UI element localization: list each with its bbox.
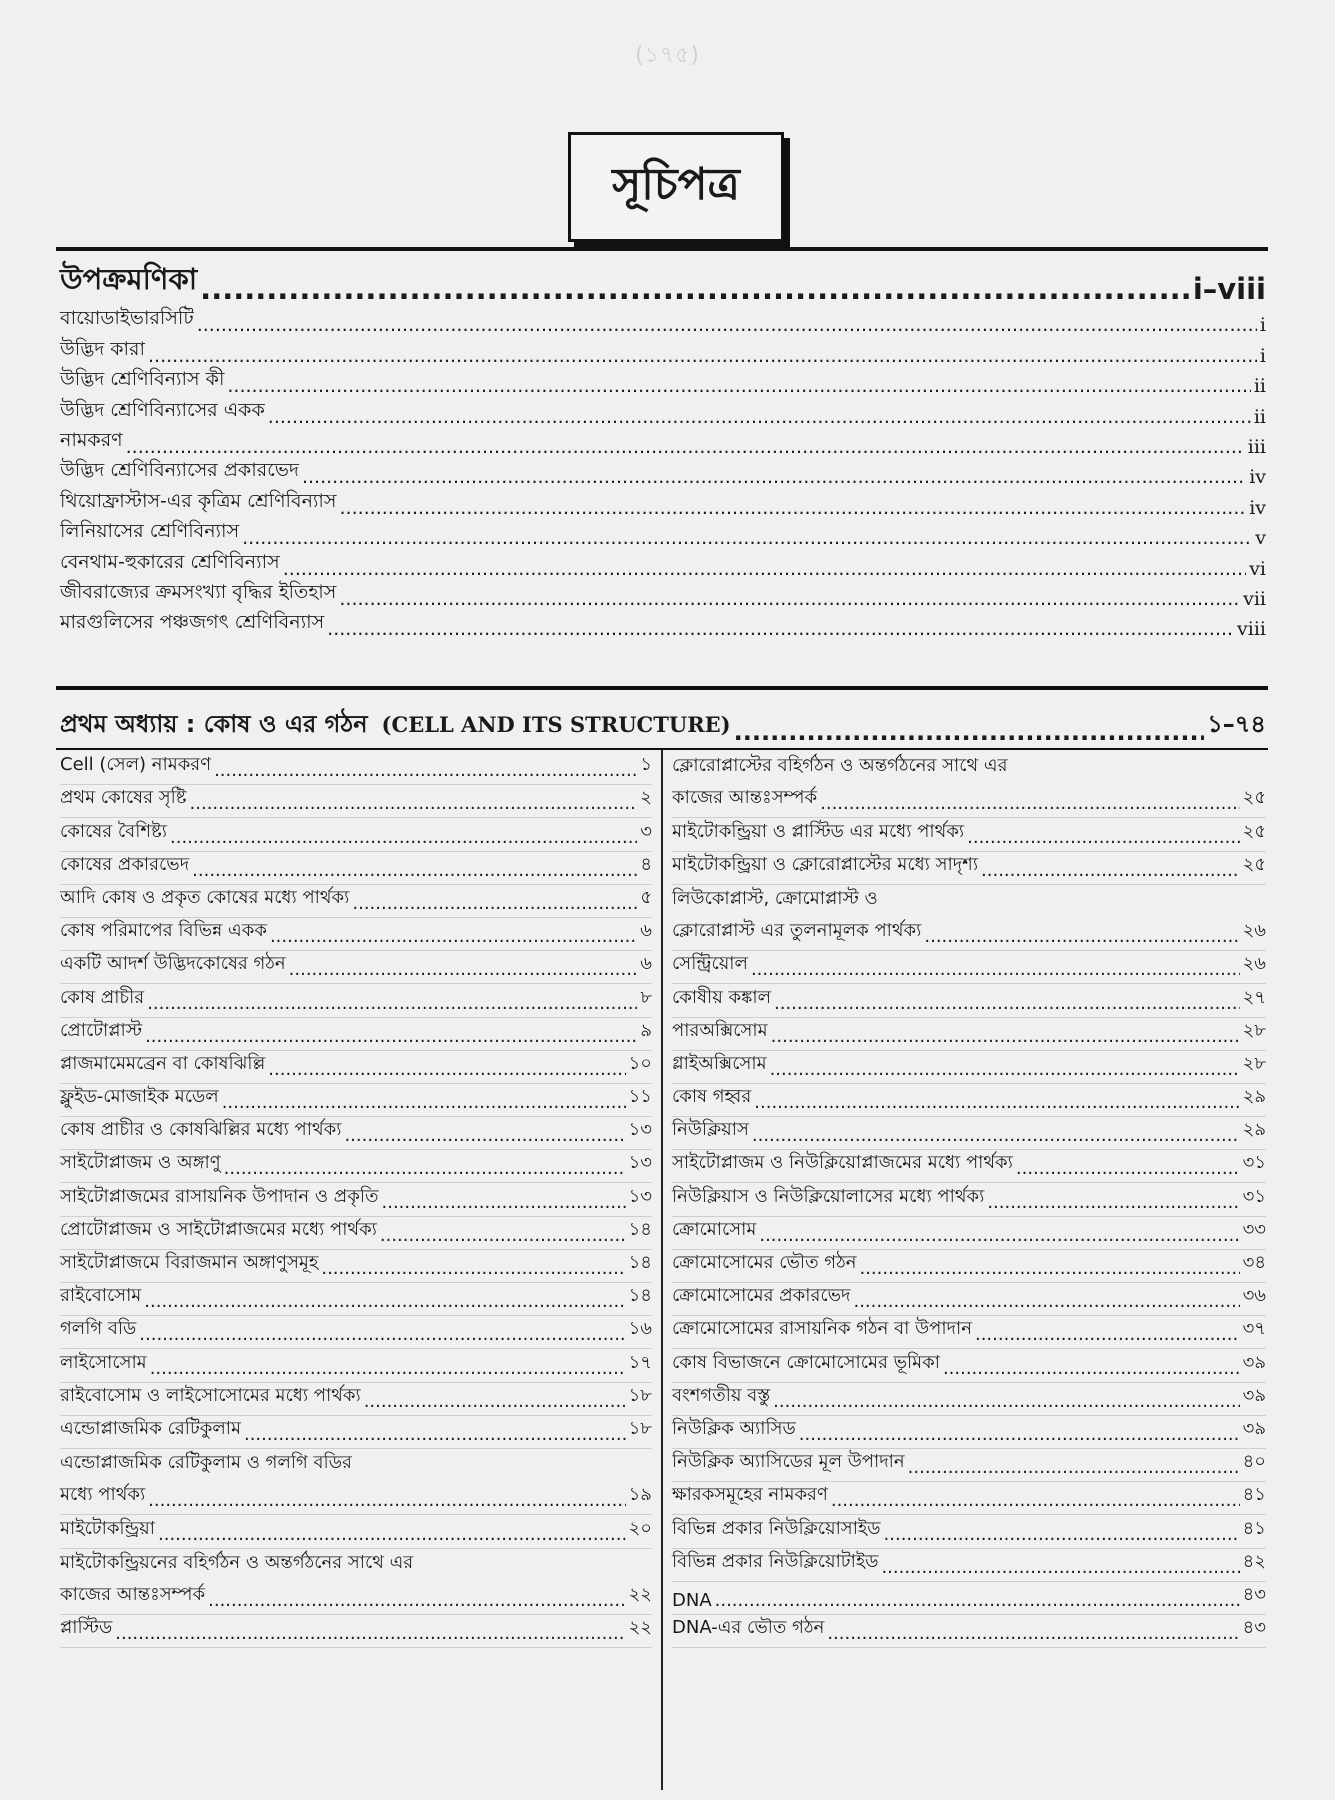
- entry-page: ৩৩: [1242, 1218, 1266, 1240]
- entry-page: ১৭: [628, 1351, 652, 1373]
- entry-label: কোষ পরিমাপের বিভিন্ন একক: [60, 920, 267, 942]
- entry-label: নিউক্লিয়াস ও নিউক্লিয়োলাসের মধ্যে পার্থক্য: [672, 1185, 985, 1207]
- dot-leader: [382, 1192, 626, 1216]
- toc-entry[interactable]: [60, 610, 1266, 640]
- entry-label: সাইটোপ্লাজম ও অঙ্গাণু: [60, 1152, 221, 1174]
- entry-page: ১৩: [628, 1152, 652, 1174]
- entry-label: বিভিন্ন প্রকার নিউক্লিয়োটাইড: [672, 1550, 879, 1572]
- entry-page: ৬: [640, 920, 652, 942]
- entry-page: ৪৩: [1242, 1617, 1266, 1639]
- entry-page: ৩৯: [1242, 1417, 1266, 1439]
- entry-page: ৪৩: [1242, 1583, 1266, 1605]
- entry-label: ক্রোমোসোমের ভৌত গঠন: [672, 1252, 857, 1273]
- dot-leader: [126, 436, 1245, 458]
- entry-label: কোষের বৈশিষ্ট্য: [60, 820, 168, 842]
- toc-entry[interactable]: [60, 1349, 652, 1382]
- right-toc-column: [672, 752, 1266, 1648]
- dot-leader: [158, 1524, 626, 1548]
- left-toc-column: [60, 752, 652, 1648]
- chapter-title: [60, 706, 731, 746]
- toc-entry[interactable]: [672, 984, 1266, 1017]
- toc-entry[interactable]: [60, 1250, 652, 1283]
- toc-entry[interactable]: [672, 1183, 1266, 1216]
- entry-page: ১৩: [628, 1119, 652, 1141]
- entry-page: ৩৭: [1242, 1318, 1266, 1340]
- entry-label: মধ্যে পার্থক্য: [60, 1484, 146, 1506]
- toc-entry[interactable]: [60, 306, 1266, 336]
- dot-leader: [150, 1358, 626, 1382]
- toc-entry[interactable]: [672, 951, 1266, 984]
- toc-entry[interactable]: [60, 428, 1266, 458]
- entry-page: ৩৪: [1242, 1252, 1266, 1273]
- introduction-title: উপক্রমণিকা: [60, 262, 198, 296]
- entry-label: প্রোটোপ্লাজম ও সাইটোপ্লাজমের মধ্যে পার্থক্য: [60, 1218, 377, 1240]
- entry-page: ২৮: [1242, 1052, 1266, 1074]
- dot-leader: [145, 1026, 637, 1050]
- dot-leader: [270, 926, 637, 950]
- toc-entry[interactable]: [672, 1615, 1266, 1648]
- dot-leader: [139, 1324, 625, 1348]
- entry-label: বংশগতীয় বস্তু: [672, 1384, 771, 1406]
- toc-entry[interactable]: [672, 1482, 1266, 1515]
- entry-page: ii: [1253, 375, 1266, 398]
- toc-entry[interactable]: [60, 1217, 652, 1250]
- entry-label: কোষ প্রাচীর: [60, 986, 145, 1008]
- dot-leader: [924, 926, 1239, 950]
- entry-label: বেনথাম-হুকারের শ্রেণিবিন্যাস: [60, 550, 280, 573]
- dot-leader: [227, 375, 1250, 397]
- dot-leader: [943, 1358, 1240, 1382]
- entry-page: ২৫: [1242, 787, 1266, 809]
- entry-label: DNA: [672, 1589, 712, 1611]
- dot-leader: [170, 827, 637, 851]
- dot-leader: [975, 1324, 1240, 1348]
- entry-label: কোষ প্রাচীর ও কোষঝিল্লির মধ্যে পার্থক্য: [60, 1119, 342, 1141]
- dot-leader: [302, 466, 1246, 488]
- entry-label: উদ্ভিদ শ্রেণিবিন্যাস কী: [60, 368, 225, 391]
- entry-page: ২৯: [1242, 1086, 1266, 1108]
- toc-entry[interactable]: [60, 1051, 652, 1084]
- toc-entry[interactable]: [672, 1283, 1266, 1316]
- entry-label: কোষের প্রকারভেদ: [60, 853, 190, 875]
- entry-label: মাইটোকন্ড্রিয়া ও ক্লোরোপ্লাস্টের মধ্যে সাদৃশ্য: [672, 853, 979, 875]
- dot-leader: [859, 1258, 1239, 1282]
- entry-page: ২: [640, 787, 652, 809]
- entry-page: ২৫: [1242, 820, 1266, 842]
- entry-label: প্রোটোপ্লাস্ট: [60, 1019, 143, 1041]
- entry-page: ২২: [628, 1583, 652, 1605]
- entry-page: ২২: [628, 1617, 652, 1639]
- entry-label: সাইটোপ্লাজম ও নিউক্লিয়োপ্লাজমের মধ্যে পার্থক্য: [672, 1152, 1013, 1174]
- toc-entry[interactable]: [60, 1150, 652, 1183]
- entry-label: রাইবোসোম: [60, 1285, 142, 1307]
- entry-label: মারগুলিসের পঞ্চজগৎ শ্রেণিবিন্যাস: [60, 611, 325, 634]
- entry-label: প্লাস্টিড: [60, 1617, 113, 1639]
- chapter-heading[interactable]: [60, 690, 1266, 746]
- entry-page: ১৪: [628, 1218, 652, 1240]
- toc-entry[interactable]: [60, 984, 652, 1017]
- toc-entry[interactable]: [672, 918, 1266, 951]
- toc-entry[interactable]: [60, 1084, 652, 1117]
- toc-entry[interactable]: [60, 818, 652, 851]
- dot-leader: [881, 1557, 1239, 1581]
- entry-label: সাইটোপ্লাজমে বিরাজমান অঙ্গাণুসমূহ: [60, 1252, 319, 1273]
- toc-entry[interactable]: [60, 1482, 652, 1515]
- toc-entry[interactable]: [672, 1217, 1266, 1250]
- entry-label: আদি কোষ ও প্রকৃত কোষের মধ্যে পার্থক্য: [60, 886, 350, 908]
- dot-leader: [208, 1590, 625, 1614]
- entry-label: কাজের আন্তঃসম্পর্ক: [60, 1583, 206, 1605]
- toc-entry[interactable]: [60, 1416, 652, 1449]
- dot-leader: [364, 1391, 626, 1415]
- entry-page: ২৬: [1242, 953, 1266, 975]
- entry-page: iv: [1249, 496, 1266, 519]
- entry-page: ২০: [628, 1517, 652, 1539]
- title-box: [568, 132, 784, 242]
- entry-label: ফ্লুইড-মোজাইক মডেল: [60, 1086, 219, 1108]
- entry-page: ৯: [640, 1019, 652, 1041]
- toc-entry[interactable]: [672, 852, 1266, 885]
- toc-entry[interactable]: [60, 580, 1266, 610]
- toc-entry[interactable]: [60, 519, 1266, 549]
- introduction-list: [60, 306, 1266, 640]
- entry-page: vi: [1249, 557, 1266, 580]
- entry-label: লাইসোসোম: [60, 1351, 147, 1373]
- dot-leader: [242, 527, 1252, 549]
- toc-entry[interactable]: [672, 1416, 1266, 1449]
- toc-entry[interactable]: [672, 785, 1266, 818]
- intro-top-rule: [56, 247, 1268, 251]
- dot-leader: [321, 1258, 625, 1282]
- entry-label: DNA-এর ভৌত গঠন: [672, 1617, 825, 1639]
- entry-page: ৪১: [1242, 1484, 1266, 1506]
- entry-page: v: [1255, 527, 1266, 550]
- toc-entry[interactable]: [672, 1084, 1266, 1117]
- dot-leader: [148, 345, 1257, 367]
- entry-page: i: [1259, 344, 1266, 367]
- entry-page: iv: [1249, 466, 1266, 489]
- toc-entry[interactable]: [60, 918, 652, 951]
- dot-leader: [214, 760, 637, 784]
- toc-entry[interactable]: [60, 488, 1266, 518]
- toc-entry[interactable]: [672, 1316, 1266, 1349]
- dot-leader: [754, 1092, 1239, 1116]
- toc-entry[interactable]: [60, 1615, 652, 1648]
- dot-leader: [344, 1125, 625, 1149]
- entry-label: কোষ গহ্বর: [672, 1086, 752, 1108]
- toc-entry[interactable]: [672, 1449, 1266, 1482]
- toc-entry[interactable]: [60, 397, 1266, 427]
- toc-entry[interactable]: [60, 951, 652, 984]
- entry-label: নিউক্লিয়াস: [672, 1119, 749, 1141]
- chapter-title-bn: প্রথম অধ্যায় : কোষ ও এর গঠন: [60, 710, 368, 738]
- entry-label: গ্লাইঅক্সিসোম: [672, 1052, 767, 1074]
- toc-entry[interactable]: [60, 1383, 652, 1416]
- dot-leader: [197, 314, 1257, 336]
- toc-entry[interactable]: [60, 852, 652, 885]
- entry-label: লিনিয়াসের শ্রেণিবিন্যাস: [60, 520, 240, 543]
- entry-page: ১০: [628, 1052, 652, 1074]
- dot-leader: [799, 1424, 1240, 1448]
- dot-leader: [283, 558, 1246, 580]
- dot-leader: [327, 618, 1234, 640]
- entry-page: ৩: [640, 820, 652, 842]
- introduction-heading[interactable]: [60, 254, 1266, 306]
- dot-leader: [244, 1424, 626, 1448]
- toc-entry[interactable]: [672, 1349, 1266, 1382]
- entry-page: ৮: [640, 986, 652, 1008]
- dot-leader: [715, 1590, 1240, 1614]
- dot-leader: [380, 1225, 626, 1249]
- entry-label: লিউকোপ্লাস্ট, ক্রোমোপ্লাস্ট ও: [672, 887, 878, 909]
- entry-page: ৪০: [1242, 1451, 1266, 1473]
- entry-label: থিয়োফ্রাস্টাস-এর কৃত্রিম শ্রেণিবিন্যাস: [60, 489, 337, 512]
- dot-leader: [1016, 1158, 1240, 1182]
- entry-page: ৪২: [1242, 1550, 1266, 1572]
- dot-leader: [148, 1490, 625, 1514]
- entry-label: গলগি বডি: [60, 1318, 137, 1340]
- entry-label: উদ্ভিদ শ্রেণিবিন্যাসের প্রকারভেদ: [60, 459, 299, 482]
- toc-entry[interactable]: [60, 1316, 652, 1349]
- dot-leader: [774, 993, 1240, 1017]
- toc-entry[interactable]: [60, 1549, 652, 1582]
- entry-label: এন্ডোপ্লাজমিক রেটিকুলাম: [60, 1417, 241, 1439]
- dot-leader: [981, 860, 1240, 884]
- introduction-section: [60, 254, 1266, 640]
- entry-page: iii: [1247, 435, 1266, 458]
- entry-label: এন্ডোপ্লাজমিক রেটিকুলাম ও গলগি বডির: [60, 1452, 352, 1474]
- dot-leader: [222, 1092, 626, 1116]
- entry-label: উদ্ভিদ কারা: [60, 337, 146, 360]
- entry-label: মাইটোকন্ড্রিয়া ও প্লাস্টিড এর মধ্যে পার্থক্য: [672, 820, 965, 842]
- entry-label: নিউক্লিক অ্যাসিডের মূল উপাদান: [672, 1451, 905, 1473]
- entry-page: ৬: [640, 953, 652, 975]
- chapter-pages: ১–৭৪: [1207, 710, 1266, 738]
- entry-page: ৪১: [1242, 1517, 1266, 1539]
- entry-page: vii: [1243, 587, 1266, 610]
- entry-label: প্লাজমামেমব্রেন বা কোষঝিল্লি: [60, 1052, 266, 1074]
- toc-entry[interactable]: [60, 1283, 652, 1316]
- entry-page: ২৯: [1242, 1119, 1266, 1141]
- entry-label: ক্রোমোসোম: [672, 1218, 757, 1240]
- dot-leader: [987, 1192, 1239, 1216]
- entry-label: জীবরাজ্যের ক্রমসংখ্যা বৃদ্ধির ইতিহাস: [60, 580, 337, 603]
- entry-label: সাইটোপ্লাজমের রাসায়নিক উপাদান ও প্রকৃতি: [60, 1185, 379, 1207]
- entry-page: ৩১: [1242, 1185, 1266, 1207]
- entry-page: viii: [1237, 618, 1266, 641]
- entry-label: ক্লোরোপ্লাস্ট এর তুলনামূলক পার্থক্য: [672, 920, 922, 942]
- toc-entry[interactable]: [60, 1582, 652, 1615]
- toc-entry[interactable]: [60, 1449, 652, 1482]
- dot-leader: [908, 1457, 1240, 1481]
- entry-page: ১: [640, 754, 652, 776]
- dot-leader: [289, 959, 638, 983]
- dot-leader: [268, 406, 1251, 428]
- dot-leader: [200, 272, 1190, 306]
- entry-label: মাইটোকন্ড্রিয়া: [60, 1517, 155, 1539]
- entry-page: ২৭: [1242, 986, 1266, 1008]
- dot-leader: [752, 1125, 1240, 1149]
- entry-page: ৩১: [1242, 1152, 1266, 1174]
- entry-page: i: [1259, 314, 1266, 337]
- entry-label: ক্রোমোসোমের রাসায়নিক গঠন বা উপাদান: [672, 1318, 972, 1340]
- entry-page: ১৬: [628, 1318, 652, 1340]
- toc-entry[interactable]: [60, 458, 1266, 488]
- toc-entry[interactable]: [60, 549, 1266, 579]
- toc-entry[interactable]: [672, 1051, 1266, 1084]
- entry-page: ১৮: [628, 1417, 652, 1439]
- entry-page: ৩৯: [1242, 1384, 1266, 1406]
- entry-page: ii: [1253, 405, 1266, 428]
- toc-entry[interactable]: [60, 1183, 652, 1216]
- toc-entry[interactable]: [672, 1582, 1266, 1615]
- entry-page: ৩৬: [1242, 1285, 1266, 1307]
- toc-entry[interactable]: [60, 1117, 652, 1150]
- entry-page: ১১: [628, 1086, 652, 1108]
- toc-entry[interactable]: [672, 885, 1266, 918]
- entry-label: মাইটোকন্ড্রিয়নের বহির্গঠন ও অন্তর্গঠনের সাথে এর: [60, 1551, 414, 1573]
- entry-page: ৩৯: [1242, 1351, 1266, 1373]
- dot-leader: [734, 718, 1205, 746]
- toc-entry[interactable]: [672, 1150, 1266, 1183]
- entry-label: Cell (সেল) নামকরণ: [60, 754, 212, 776]
- entry-label: ক্ষারকসমূহের নামকরণ: [672, 1484, 828, 1506]
- entry-label: প্রথম কোষের সৃষ্টি: [60, 787, 187, 809]
- dot-leader: [352, 893, 637, 917]
- dot-leader: [751, 959, 1240, 983]
- entry-page: ১৪: [628, 1252, 652, 1273]
- dot-leader: [827, 1623, 1239, 1647]
- entry-label: উদ্ভিদ শ্রেণিবিন্যাসের একক: [60, 398, 265, 421]
- page-number: (১৭৫): [634, 43, 701, 68]
- entry-label: একটি আদর্শ উদ্ভিদকোষের গঠন: [60, 953, 286, 975]
- entry-label: বায়োডাইভারসিটি: [60, 307, 194, 330]
- toc-entry[interactable]: [60, 1515, 652, 1548]
- entry-label: কোষ বিভাজনে ক্রোমোসোমের ভূমিকা: [672, 1351, 940, 1373]
- toc-entry[interactable]: [672, 1250, 1266, 1283]
- entry-label: রাইবোসোম ও লাইসোসোমের মধ্যে পার্থক্য: [60, 1384, 361, 1406]
- dot-leader: [853, 1291, 1239, 1315]
- toc-entry[interactable]: [60, 1018, 652, 1051]
- dot-leader: [190, 793, 638, 817]
- entry-page: ১৩: [628, 1185, 652, 1207]
- dot-leader: [820, 793, 1239, 817]
- toc-entry[interactable]: [672, 752, 1266, 785]
- dot-leader: [224, 1158, 626, 1182]
- dot-leader: [967, 827, 1239, 851]
- dot-leader: [192, 860, 637, 884]
- toc-entry[interactable]: [672, 1549, 1266, 1582]
- entry-page: ২৮: [1242, 1019, 1266, 1041]
- entry-label: বিভিন্ন প্রকার নিউক্লিয়োসাইড: [672, 1517, 881, 1539]
- entry-page: ৪: [640, 853, 652, 875]
- entry-page: ২৬: [1242, 920, 1266, 942]
- dot-leader: [831, 1490, 1240, 1514]
- dot-leader: [339, 588, 1240, 610]
- entry-page: ৫: [640, 886, 652, 908]
- introduction-pages: i–viii: [1192, 272, 1266, 306]
- toc-entry[interactable]: [60, 336, 1266, 366]
- toc-entry[interactable]: [60, 752, 652, 785]
- entry-page: ১৯: [628, 1484, 652, 1506]
- toc-entry[interactable]: [60, 367, 1266, 397]
- entry-label: ক্রোমোসোমের প্রকারভেদ: [672, 1285, 851, 1307]
- entry-page: ১৪: [628, 1285, 652, 1307]
- page-title: সূচিপত্র: [612, 158, 740, 210]
- entry-label: কাজের আন্তঃসম্পর্ক: [672, 787, 818, 809]
- entry-label: পারঅক্সিসোম: [672, 1019, 768, 1041]
- toc-entry[interactable]: [672, 1383, 1266, 1416]
- dot-leader: [144, 1291, 625, 1315]
- dot-leader: [147, 993, 637, 1017]
- dot-leader: [339, 497, 1246, 519]
- dot-leader: [770, 1059, 1240, 1083]
- entry-label: কোষীয় কঙ্কাল: [672, 986, 771, 1008]
- toc-entry[interactable]: [672, 1117, 1266, 1150]
- entry-page: ২৫: [1242, 853, 1266, 875]
- toc-entry[interactable]: [672, 1515, 1266, 1548]
- toc-entry[interactable]: [60, 885, 652, 918]
- entry-label: সেন্ট্রিয়োল: [672, 953, 748, 975]
- dot-leader: [115, 1623, 625, 1647]
- dot-leader: [268, 1059, 625, 1083]
- column-divider: [661, 750, 663, 1790]
- toc-entry[interactable]: [672, 1018, 1266, 1051]
- dot-leader: [884, 1524, 1240, 1548]
- dot-leader: [771, 1026, 1240, 1050]
- entry-label: নামকরণ: [60, 428, 123, 451]
- entry-label: ক্লোরোপ্লাস্টের বহির্গঠন ও অন্তর্গঠনের সাথে এর: [672, 755, 1008, 777]
- toc-entry[interactable]: [672, 818, 1266, 851]
- chapter-title-en: (CELL AND ITS STRUCTURE): [381, 712, 731, 737]
- toc-entry[interactable]: [60, 785, 652, 818]
- dot-leader: [773, 1391, 1239, 1415]
- dot-leader: [759, 1225, 1239, 1249]
- entry-label: নিউক্লিক অ্যাসিড: [672, 1417, 796, 1439]
- entry-page: ১৮: [628, 1384, 652, 1406]
